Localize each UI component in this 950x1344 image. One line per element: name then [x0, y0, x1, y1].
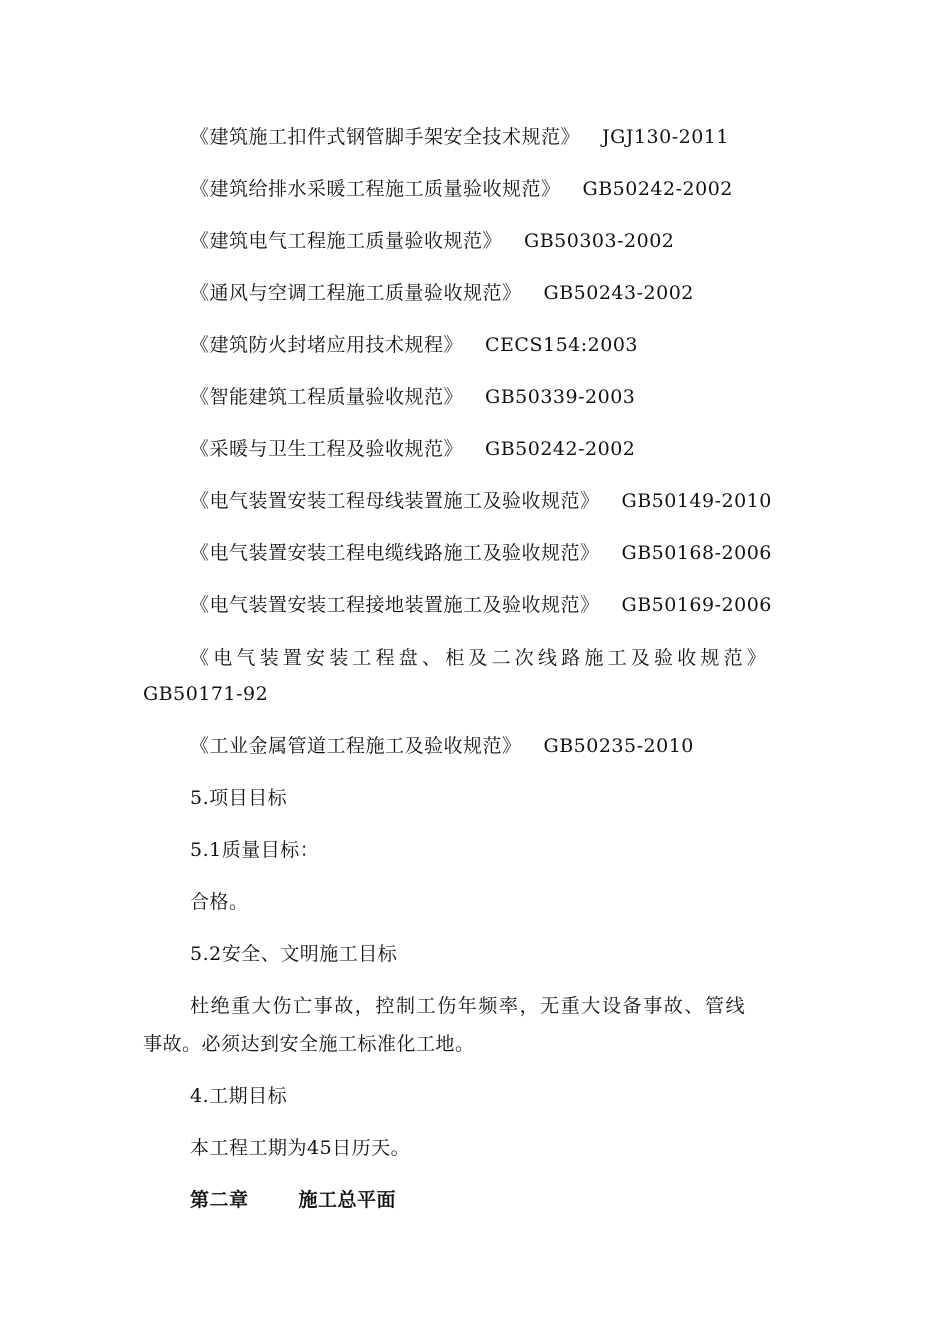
standard-item	[190, 538, 772, 568]
standard-title: 《采暖与卫生工程及验收规范》	[190, 438, 464, 460]
subsection-heading-quality: 5.1质量目标：	[190, 839, 320, 861]
standard-item	[190, 382, 635, 412]
chapter-heading	[190, 1185, 396, 1215]
section-heading-goals: 5.项目目标	[190, 787, 288, 809]
standard-code: GB50235-2010	[543, 735, 694, 757]
standard-title: 《建筑施工扣件式钢管脚手架安全技术规范》	[190, 126, 581, 148]
standard-code: GB50242-2002	[485, 438, 636, 460]
schedule-goal-text: 本工程工期为45日历天。	[190, 1137, 411, 1159]
standard-code: GB50168-2006	[621, 542, 772, 564]
standard-item	[190, 122, 729, 152]
standard-title: 《电气装置安装工程接地装置施工及验收规范》	[190, 594, 600, 616]
standard-item	[190, 330, 638, 360]
standard-title: 《电气装置安装工程母线装置施工及验收规范》	[190, 490, 600, 512]
standard-item	[190, 486, 772, 516]
quality-goal-text: 合格。	[190, 891, 249, 913]
safety-goal-text-line2: 事故。必须达到安全施工标准化工地。	[143, 1033, 475, 1055]
standard-item-long-title: 《电气装置安装工程盘、柜及二次线路施工及验收规范》	[190, 647, 771, 669]
standard-title: 《智能建筑工程质量验收规范》	[190, 386, 464, 408]
standard-code: GB50303-2002	[524, 230, 675, 252]
chapter-title: 施工总平面	[298, 1189, 397, 1211]
standard-code: CECS154:2003	[485, 334, 638, 356]
standard-item	[190, 278, 694, 308]
standard-title: 《工业金属管道工程施工及验收规范》	[190, 735, 522, 757]
safety-goal-text-line1: 杜绝重大伤亡事故，控制工伤年频率，无重大设备事故、管线	[190, 995, 747, 1017]
standard-item	[190, 434, 635, 464]
standard-code: GB50169-2006	[621, 594, 772, 616]
standard-code: GB50243-2002	[543, 282, 694, 304]
standard-item	[190, 590, 772, 620]
standard-code: GB50339-2003	[485, 386, 636, 408]
standard-code: GB50242-2002	[582, 178, 733, 200]
standard-title: 《建筑给排水采暖工程施工质量验收规范》	[190, 178, 561, 200]
subsection-heading-schedule: 4.工期目标	[190, 1085, 288, 1107]
standard-title: 《通风与空调工程施工质量验收规范》	[190, 282, 522, 304]
standard-item	[190, 731, 694, 761]
standard-item	[190, 174, 733, 204]
subsection-heading-safety: 5.2安全、文明施工目标	[190, 943, 398, 965]
standard-item	[190, 226, 674, 256]
standard-code: GB50149-2010	[621, 490, 772, 512]
standard-item-long-code: GB50171-92	[143, 683, 269, 705]
standard-title: 《建筑防火封堵应用技术规程》	[190, 334, 464, 356]
standard-title: 《建筑电气工程施工质量验收规范》	[190, 230, 503, 252]
chapter-number: 第二章	[190, 1189, 249, 1211]
standard-title: 《电气装置安装工程电缆线路施工及验收规范》	[190, 542, 600, 564]
standard-code: JGJ130-2011	[602, 126, 729, 148]
